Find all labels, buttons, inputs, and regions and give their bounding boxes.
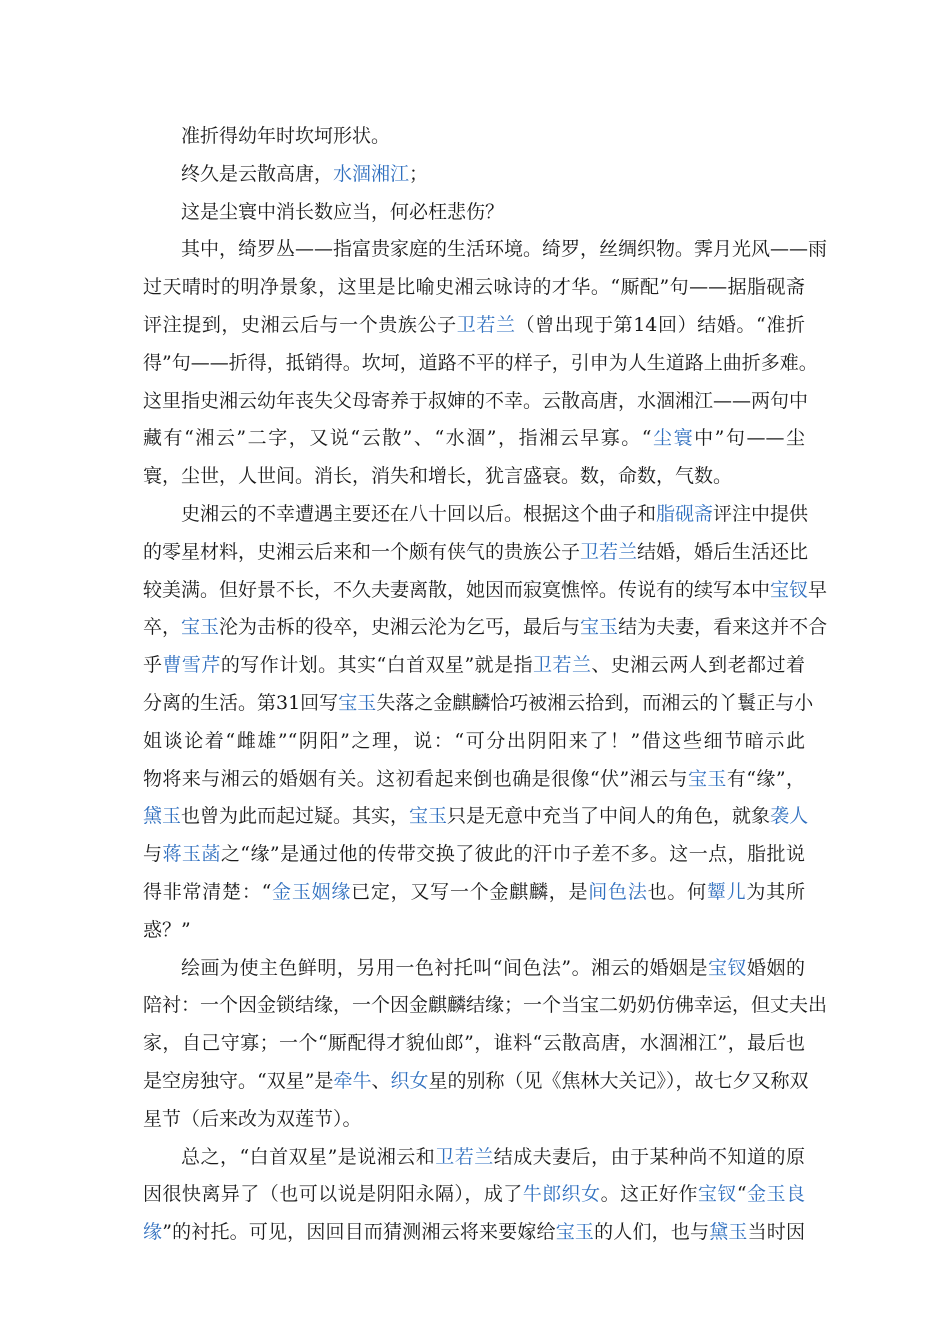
text-run: 陪衬：一个因金锁结缘，一个因金麒麟结缘；一个当宝二奶奶仿佛幸运，但丈夫出 [143,994,828,1017]
text-run: 也曾为此而起过疑。其实， [181,805,410,828]
text-run: 评注提到，史湘云后与一个贵族公子 [143,313,457,336]
text-line [143,194,805,232]
text-run: ； [409,162,429,185]
text-run: 婚姻的 [747,956,805,979]
term-link[interactable]: 黛玉 [143,805,182,828]
term-link[interactable]: 织女 [390,1069,429,1092]
text-run: 、史湘云两人到老都过着 [591,654,805,677]
text-line [143,383,809,421]
text-run: （曾出现于第14回）结婚。“准折 [515,313,805,336]
text-run: 星的别称（见《焦林大关记》），故七夕又称双 [428,1069,809,1092]
term-link[interactable]: 宝钗 [708,956,748,979]
text-run: 当时因 [747,1221,805,1244]
term-link[interactable]: 宝玉 [687,767,727,790]
term-link[interactable]: 缘 [143,1221,163,1244]
text-line [143,798,809,836]
text-run: 这里指史湘云幼年丧失父母寄养于叔婶的不幸。云散高唐，水涸湘江——两句中 [143,389,809,412]
text-line [143,269,805,307]
text-line [143,1101,805,1139]
text-run: 惑？” [143,918,191,941]
text-run: 是空房独守。“双星”是 [143,1069,334,1092]
text-run: 姐谈论着“雌雄”“阴阳”之理，说：“可分出阴阳来了！”借这些细节暗示此 [143,729,805,752]
text-run: 得非常清楚：“ [143,880,272,903]
text-line [143,647,805,685]
text-run: 的写作计划。其实“白首双星”就是指 [220,654,534,677]
term-link[interactable]: 牛郎织女 [522,1183,601,1206]
term-link[interactable]: 金玉姻缘 [271,880,352,903]
text-line [143,118,805,156]
term-link[interactable]: 黛玉 [709,1221,748,1244]
text-run: 的人们，也与 [594,1221,710,1244]
term-link[interactable]: 卫若兰 [533,654,592,677]
text-run: 沦为击柝的役卒，史湘云沦为乞丐，最后与 [219,616,581,639]
text-run: 终久是云散高唐， [181,162,334,185]
text-line [143,572,828,610]
text-line [143,836,805,874]
text-line [143,685,814,723]
text-line [143,1025,805,1063]
text-line [143,231,828,269]
text-line [143,458,805,496]
text-run: 较美满。但好景不长，不久夫妻离散，她因而寂寞憔悴。传说有的续写本中 [143,578,771,601]
text-run: 星节（后来改为双莲节）。 [143,1107,362,1130]
text-run: 卒， [143,616,182,639]
text-run: 只是无意中充当了中间人的角色，就象 [447,805,771,828]
text-run: 结婚，婚后生活还比 [637,540,809,563]
term-link[interactable]: 宝钗 [770,578,809,601]
text-line [143,609,828,647]
text-line [143,1214,805,1252]
text-line [143,345,818,383]
text-run: 评注中提供 [713,502,809,525]
term-link[interactable]: 宝玉 [555,1221,595,1244]
text-run: 早 [808,578,828,601]
text-run: 藏有“湘云”二字，又说“云散”、“水涸”，指湘云早寡。“ [143,427,652,450]
text-run: 有“缘”， [726,767,805,790]
text-run: 之“缘”是通过他的传带交换了彼此的汗巾子差不多。这一点，脂批说 [220,843,805,866]
text-run: 中”句——尘 [694,427,805,450]
term-link[interactable]: 蒋玉菡 [162,843,221,866]
text-run: 结成夫妻后，由于某种尚不知道的原 [493,1145,805,1168]
text-run: 准折得幼年时坎坷形状。 [181,125,391,147]
term-link[interactable]: 水涸湘江 [333,162,410,185]
term-link[interactable]: 卫若兰 [435,1145,494,1168]
text-line [143,912,805,950]
text-run: 已定，又写一个金麒麟，是 [351,880,589,903]
term-link[interactable]: 宝玉 [338,691,377,714]
text-run: 得”句——折得，抵销得。坎坷，道路不平的样子，引申为人生道路上曲折多难。 [143,351,818,374]
term-link[interactable]: 宝玉 [181,616,220,639]
term-link[interactable]: 脂砚斋 [656,502,714,525]
text-run: “ [736,1183,747,1206]
text-run: 过天晴时的明净景象，这里是比喻史湘云咏诗的才华。“厮配”句——据脂砚斋 [143,276,805,299]
text-line [143,534,809,572]
term-link[interactable]: 卫若兰 [580,540,638,563]
text-run: 。这正好作 [600,1183,698,1206]
term-link[interactable]: 宝玉 [580,616,619,639]
term-link[interactable]: 金玉良 [746,1183,805,1206]
text-line [143,723,805,761]
text-run: 这是尘寰中消长数应当，何必枉悲伤？ [181,200,505,223]
text-line [143,420,805,458]
text-line [143,307,805,345]
term-link[interactable]: 卫若兰 [456,313,516,336]
text-run: 与 [143,843,163,866]
body-text [143,118,828,1252]
text-line [143,156,805,194]
text-run: ”的衬托。可见，因回目而猜测湘云将来要嫁给 [162,1221,556,1244]
text-run: 家，自己守寡；一个“厮配得才貌仙郎”，谁料“云散高唐，水涸湘江”，最后也 [143,1032,805,1055]
text-run: 分离的生活。第31回写 [143,691,339,714]
text-run: 也。何 [647,880,707,903]
term-link[interactable]: 牵牛 [333,1069,372,1092]
term-link[interactable]: 尘寰 [651,427,695,450]
text-run: 失落之金麒麟恰巧被湘云拾到，而湘云的丫鬟正与小 [376,691,814,714]
text-line [143,1176,805,1214]
text-run: 总之，“白首双星”是说湘云和 [181,1145,436,1168]
text-line [143,987,828,1025]
text-line [143,1139,805,1177]
term-link[interactable]: 宝钗 [697,1183,737,1206]
text-run: 绘画为使主色鲜明，另用一色衬托叫“间色法”。湘云的婚姻是 [181,956,709,979]
term-link[interactable]: 颦儿 [706,880,747,903]
text-run: 因很快离异了（也可以说是阴阳永隔），成了 [143,1183,523,1206]
text-line [143,496,809,534]
text-run: 结为夫妻，看来这并不合 [618,616,828,639]
text-line [143,761,805,799]
text-run: 其中，绮罗丛——指富贵家庭的生活环境。绮罗，丝绸织物。霁月光风——雨 [181,238,828,261]
text-line [143,1063,809,1101]
text-run: 的零星材料，史湘云后来和一个颇有侠气的贵族公子 [143,540,581,563]
term-link[interactable]: 宝玉 [409,805,448,828]
text-line [143,950,805,988]
text-run: 物将来与湘云的婚姻有关。这初看起来倒也确是很像“伏”湘云与 [143,767,688,790]
text-line [143,874,805,912]
term-link[interactable]: 曹雪芹 [162,654,221,677]
text-run: 寰，尘世，人世间。消长，消失和增长，犹言盛衰。数，命数，气数。 [143,465,733,488]
term-link[interactable]: 袭人 [770,805,809,828]
text-run: 乎 [143,654,163,677]
term-link[interactable]: 间色法 [588,880,648,903]
text-run: 、 [371,1069,391,1092]
text-run: 史湘云的不幸遭遇主要还在八十回以后。根据这个曲子和 [181,502,657,525]
text-run: 为其所 [746,880,805,903]
